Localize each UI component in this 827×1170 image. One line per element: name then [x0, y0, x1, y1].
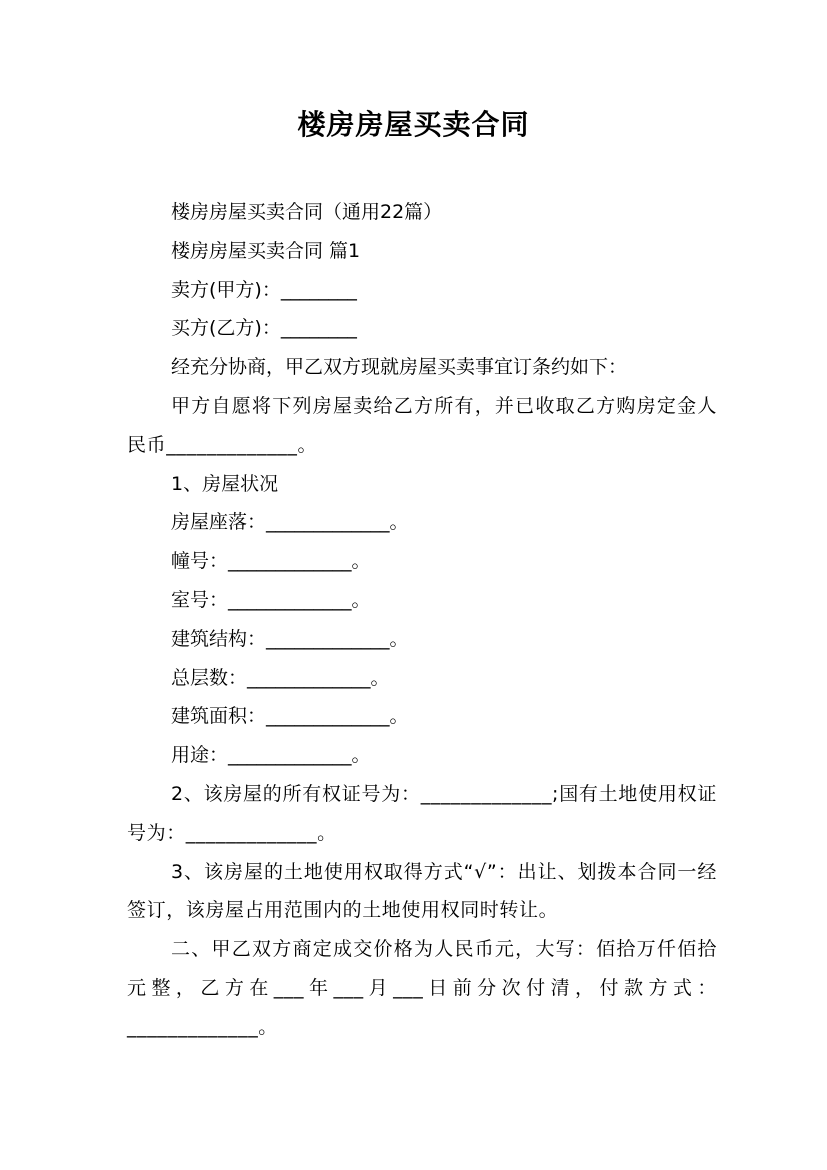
paragraph-floors: 总层数：_____________。 — [171, 666, 390, 689]
paragraph-certificates: 2、该房屋的所有权证号为：_____________;国有土地使用权证号为：_____________。 — [127, 782, 717, 844]
paragraph-subtitle: 楼房房屋买卖合同（通用22篇） — [171, 201, 443, 223]
paragraph-buyer: 买方(乙方)：________ — [171, 317, 357, 340]
document-title: 楼房房屋买卖合同 — [297, 108, 530, 141]
document-body — [127, 193, 717, 1047]
paragraph-section-heading: 楼房房屋买卖合同 篇1 — [171, 239, 361, 262]
paragraph-usage: 用途：_____________。 — [171, 744, 371, 767]
paragraph-land-use: 3、该房屋的土地使用权取得方式“√”：出让、划拨本合同一经签订，该房屋占用范围内的土地使用权同时转让。 — [127, 860, 717, 922]
paragraph-location: 房屋座落：_____________。 — [171, 511, 409, 534]
paragraph-agreement: 经充分协商，甲乙双方现就房屋买卖事宜订条约如下： — [171, 356, 628, 379]
paragraph-room-number: 室号：_____________。 — [171, 588, 371, 611]
paragraph-structure: 建筑结构：_____________。 — [171, 627, 409, 650]
paragraph-house-status: 1、房屋状况 — [171, 472, 279, 495]
paragraph-seller: 卖方(甲方)：________ — [171, 278, 357, 301]
paragraph-price: 二、甲乙双方商定成交价格为人民币元，大写：佰拾万仟佰拾元整，乙方在___年___月___日前分次付清，付款方式：_____________。 — [127, 938, 717, 1038]
paragraph-building-number: 幢号：_____________。 — [171, 550, 371, 573]
paragraph-area: 建筑面积：_____________。 — [171, 705, 409, 728]
paragraph-deposit: 甲方自愿将下列房屋卖给乙方所有，并已收取乙方购房定金人民币_____________。 — [127, 394, 717, 456]
